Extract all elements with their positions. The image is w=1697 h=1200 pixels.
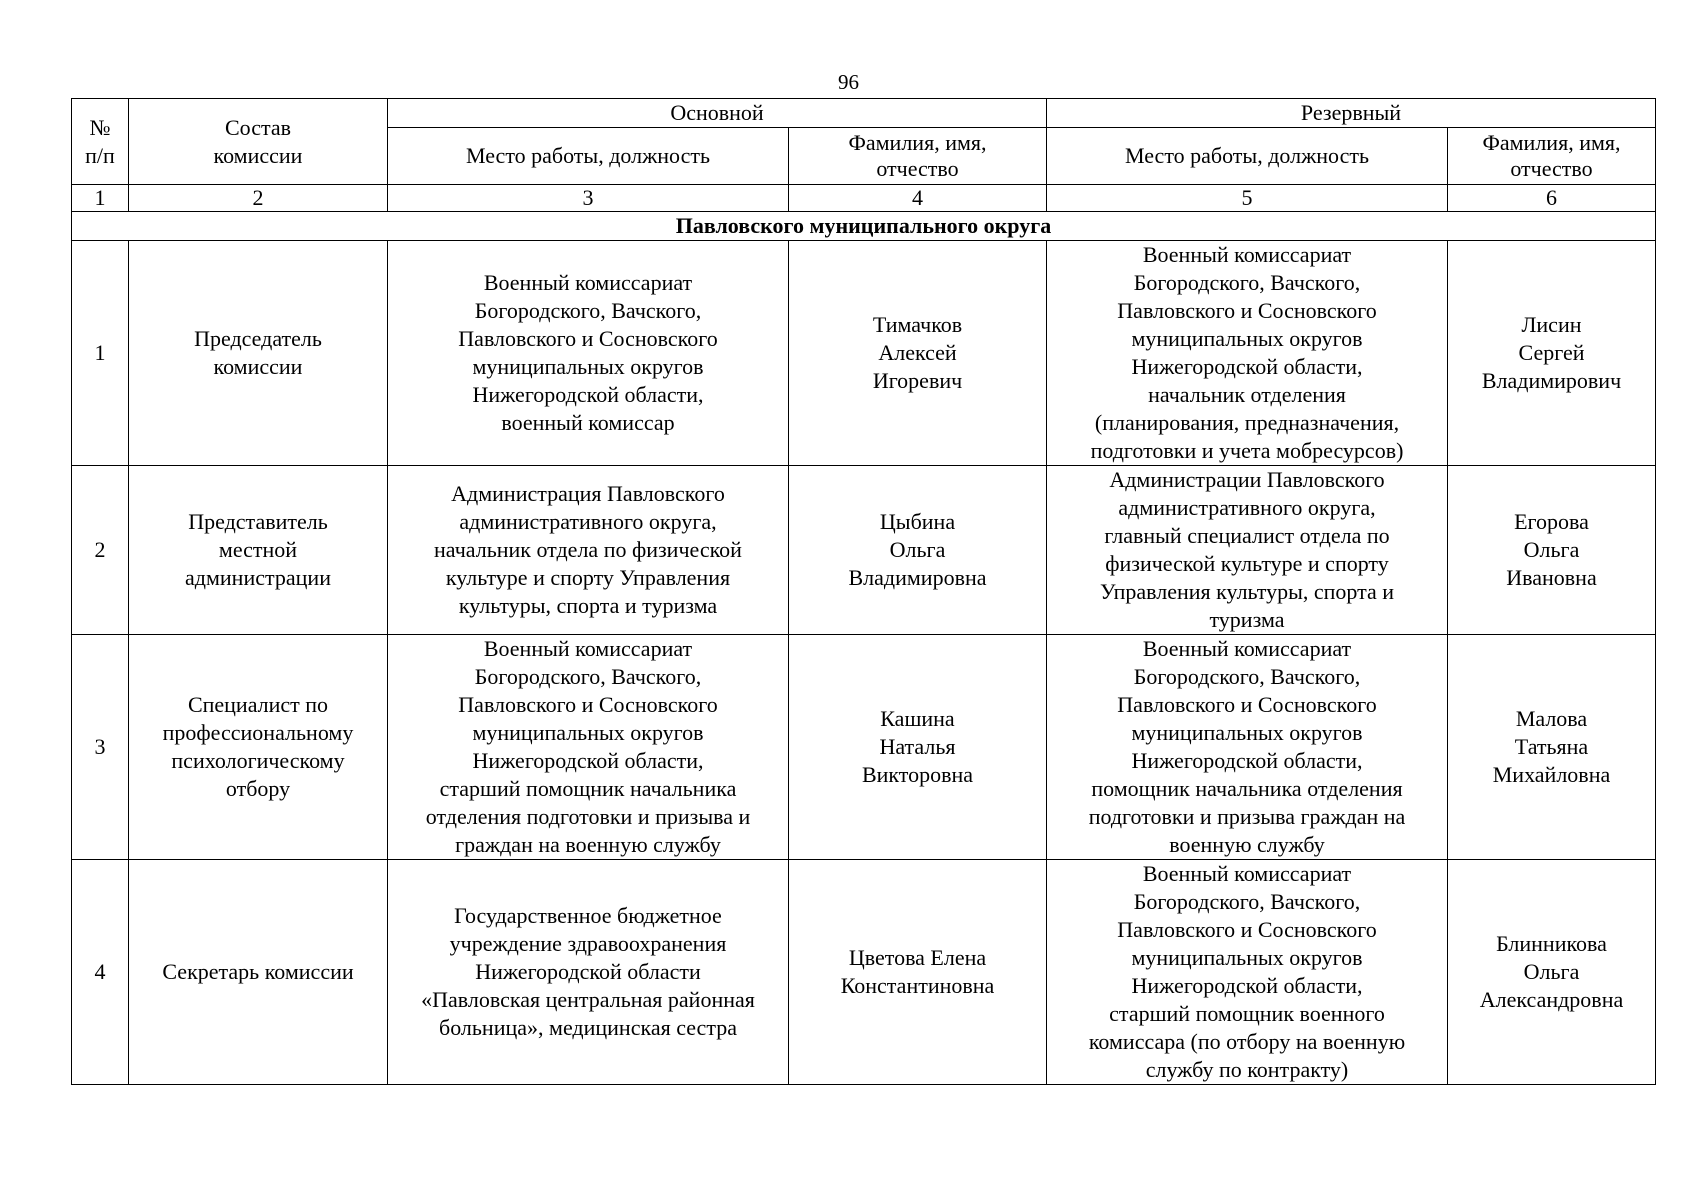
- table-row: [72, 860, 1656, 1085]
- reserve-fio-cell: [1448, 466, 1656, 635]
- cell-line: отчество: [1510, 156, 1593, 181]
- row-number: 3: [72, 635, 129, 860]
- cell-line: Нижегородской области,: [472, 748, 704, 773]
- row-number: 2: [72, 466, 129, 635]
- cell-line: Павловского и Сосновского: [458, 692, 718, 717]
- header-reserve-fio: [1448, 128, 1656, 185]
- cell-line: Администрация Павловского: [451, 481, 725, 506]
- cell-line: Ивановна: [1506, 565, 1597, 590]
- header-main-fio: [789, 128, 1047, 185]
- cell-line: туризма: [1209, 607, 1285, 632]
- cell-line: военный комиссар: [501, 410, 675, 435]
- cell-line: Управления культуры, спорта и: [1099, 579, 1395, 604]
- cell-line: больница», медицинская сестра: [439, 1015, 737, 1040]
- cell-line: Михайловна: [1492, 762, 1611, 787]
- cell-line: Нижегородской области,: [472, 382, 704, 407]
- cell-line: физической культуре и спорту: [1105, 551, 1389, 576]
- cell-line: Нижегородской области: [475, 959, 701, 984]
- cell-line: Сергей: [1518, 340, 1585, 365]
- cell-line: Игоревич: [872, 368, 963, 393]
- cell-line: военную службу: [1169, 832, 1325, 857]
- header-num: [72, 99, 129, 185]
- role-cell: [129, 635, 388, 860]
- row-number: 1: [72, 241, 129, 466]
- cell-line: Богородского, Вачского,: [474, 664, 702, 689]
- cell-line: муниципальных округов: [1131, 326, 1363, 351]
- cell-line: профессиональному: [162, 720, 354, 745]
- cell-line: Владимировна: [848, 565, 987, 590]
- cell-line: Фамилия, имя,: [1482, 130, 1621, 155]
- table-row: [72, 466, 1656, 635]
- reserve-workplace-cell: [1047, 466, 1448, 635]
- cell-line: (планирования, предназначения,: [1094, 410, 1400, 435]
- main-workplace-cell: [388, 635, 789, 860]
- main-workplace-cell: [388, 860, 789, 1085]
- cell-line: комиссара (по отбору на военную: [1088, 1029, 1406, 1054]
- header-composition: [129, 99, 388, 185]
- cell-line: Малова: [1515, 706, 1588, 731]
- cell-line: Администрации Павловского: [1109, 467, 1385, 492]
- cell-line: подготовки и учета мобресурсов): [1090, 438, 1404, 463]
- cell-line: Блинникова: [1496, 931, 1607, 956]
- cell-line: Состав: [224, 114, 292, 140]
- cell-line: Константиновна: [840, 973, 995, 998]
- cell-line: отчество: [876, 156, 959, 181]
- cell-line: службу по контракту): [1145, 1057, 1349, 1082]
- cell-line: п/п: [85, 142, 115, 168]
- column-number: 2: [129, 185, 388, 212]
- main-fio-cell: [789, 466, 1047, 635]
- cell-line: Викторовна: [861, 762, 974, 787]
- cell-line: начальник отдела по физической: [434, 537, 742, 562]
- cell-line: Военный комиссариат: [1142, 242, 1352, 267]
- cell-line: местной: [218, 537, 298, 562]
- cell-line: административного округа,: [459, 509, 717, 534]
- role-cell: [129, 860, 388, 1085]
- column-number: 3: [388, 185, 789, 212]
- cell-line: муниципальных округов: [472, 354, 704, 379]
- cell-line: «Павловская центральная районная: [421, 987, 755, 1012]
- cell-line: Ольга: [889, 537, 946, 562]
- cell-line: Егорова: [1514, 509, 1589, 534]
- column-number: 1: [72, 185, 129, 212]
- cell-line: Секретарь комиссии: [162, 959, 354, 984]
- reserve-workplace-cell: [1047, 635, 1448, 860]
- cell-line: помощник начальника отделения: [1091, 776, 1403, 801]
- cell-line: Владимирович: [1481, 368, 1622, 393]
- cell-line: Нижегородской области,: [1131, 973, 1363, 998]
- cell-line: Цыбина: [879, 509, 956, 534]
- cell-line: старший помощник начальника: [439, 776, 737, 801]
- main-fio-cell: [789, 635, 1047, 860]
- main-fio-cell: [789, 241, 1047, 466]
- reserve-fio-cell: [1448, 241, 1656, 466]
- cell-line: Ольга: [1523, 959, 1580, 984]
- cell-line: муниципальных округов: [472, 720, 704, 745]
- header-main-group: Основной: [388, 99, 1047, 128]
- reserve-fio-cell: [1448, 860, 1656, 1085]
- cell-line: Военный комиссариат: [483, 636, 693, 661]
- table-row: [72, 241, 1656, 466]
- column-number: 5: [1047, 185, 1448, 212]
- cell-line: Богородского, Вачского,: [1133, 270, 1361, 295]
- reserve-workplace-cell: [1047, 241, 1448, 466]
- cell-line: Специалист по: [187, 692, 329, 717]
- main-fio-cell: [789, 860, 1047, 1085]
- district-row: [72, 212, 1656, 241]
- cell-line: старший помощник военного: [1109, 1001, 1385, 1026]
- cell-line: Тимачков: [872, 312, 963, 337]
- district-title: Павловского муниципального округа: [72, 212, 1656, 241]
- commission-table: [71, 98, 1656, 1085]
- cell-line: главный специалист отдела по: [1104, 523, 1390, 548]
- cell-line: культуре и спорту Управления: [445, 565, 731, 590]
- cell-line: Алексей: [878, 340, 957, 365]
- cell-line: Богородского, Вачского,: [1133, 889, 1361, 914]
- header-reserve-group: Резервный: [1047, 99, 1656, 128]
- cell-line: Ольга: [1523, 537, 1580, 562]
- column-number: 4: [789, 185, 1047, 212]
- cell-line: Богородского, Вачского,: [1133, 664, 1361, 689]
- role-cell: [129, 466, 388, 635]
- cell-line: муниципальных округов: [1131, 945, 1363, 970]
- reserve-workplace-cell: [1047, 860, 1448, 1085]
- main-workplace-cell: [388, 241, 789, 466]
- cell-line: Богородского, Вачского,: [474, 298, 702, 323]
- column-number-row: [72, 185, 1656, 212]
- cell-line: Кашина: [880, 706, 955, 731]
- cell-line: отбору: [225, 776, 291, 801]
- cell-line: Военный комиссариат: [1142, 861, 1352, 886]
- cell-line: Государственное бюджетное: [454, 903, 722, 928]
- row-number: 4: [72, 860, 129, 1085]
- reserve-fio-cell: [1448, 635, 1656, 860]
- cell-line: Цветова Елена: [848, 945, 987, 970]
- cell-line: Председатель: [194, 326, 322, 351]
- cell-line: комиссии: [213, 354, 303, 379]
- cell-line: психологическому: [171, 748, 345, 773]
- page-number: 96: [838, 70, 859, 94]
- cell-line: Павловского и Сосновского: [1117, 298, 1377, 323]
- header-main-workplace: Место работы, должность: [388, 128, 789, 185]
- cell-line: администрации: [185, 565, 331, 590]
- cell-line: Лисин: [1521, 312, 1582, 337]
- header-reserve-workplace: Место работы, должность: [1047, 128, 1448, 185]
- cell-line: Нижегородской области,: [1131, 354, 1363, 379]
- cell-line: Наталья: [879, 734, 956, 759]
- cell-line: Представитель: [188, 509, 328, 534]
- role-cell: [129, 241, 388, 466]
- header-row-1: [72, 99, 1656, 128]
- cell-line: начальник отделения: [1148, 382, 1346, 407]
- cell-line: Татьяна: [1514, 734, 1589, 759]
- cell-line: муниципальных округов: [1131, 720, 1363, 745]
- cell-line: Фамилия, имя,: [848, 130, 987, 155]
- cell-line: №: [89, 114, 111, 140]
- cell-line: Павловского и Сосновского: [458, 326, 718, 351]
- cell-line: отделения подготовки и призыва и: [425, 804, 751, 829]
- main-workplace-cell: [388, 466, 789, 635]
- cell-line: комиссии: [213, 142, 303, 168]
- cell-line: Павловского и Сосновского: [1117, 692, 1377, 717]
- cell-line: административного округа,: [1118, 495, 1376, 520]
- cell-line: Нижегородской области,: [1131, 748, 1363, 773]
- column-number: 6: [1448, 185, 1656, 212]
- table-row: [72, 635, 1656, 860]
- cell-line: Павловского и Сосновского: [1117, 917, 1377, 942]
- cell-line: учреждение здравоохранения: [449, 931, 727, 956]
- cell-line: Военный комиссариат: [483, 270, 693, 295]
- cell-line: Военный комиссариат: [1142, 636, 1352, 661]
- cell-line: подготовки и призыва граждан на: [1088, 804, 1406, 829]
- cell-line: культуры, спорта и туризма: [458, 593, 718, 618]
- cell-line: Александровна: [1479, 987, 1624, 1012]
- cell-line: граждан на военную службу: [455, 832, 721, 857]
